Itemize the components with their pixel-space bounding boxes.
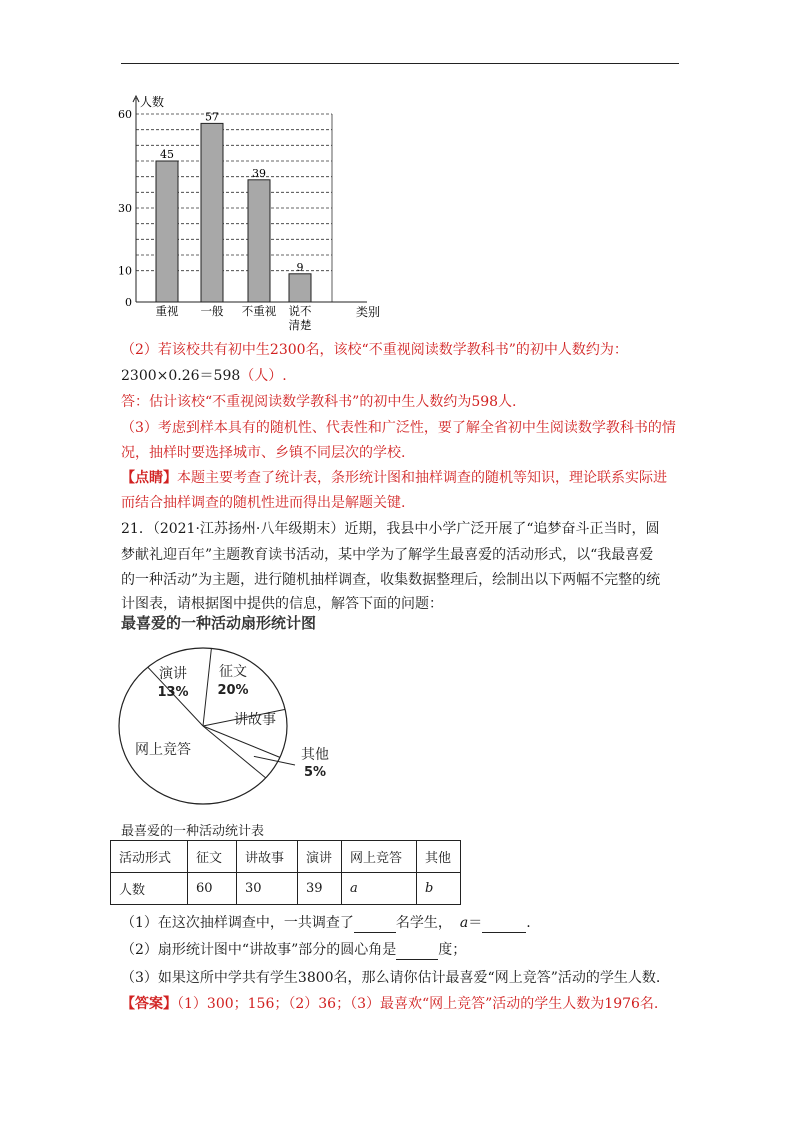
- header-cell: 活动形式: [111, 841, 188, 873]
- y-tick-label: 60: [118, 108, 132, 121]
- bar: [248, 180, 270, 302]
- q2-text-a: （2）扇形统计图中“讲故事”部分的圆心角是: [121, 942, 397, 958]
- y-tick-label: 10: [118, 264, 132, 278]
- q1-blank-2[interactable]: [482, 918, 526, 933]
- pie-slice-percent: 20%: [217, 683, 249, 698]
- pie-slice-label: 网上竞答: [135, 742, 191, 758]
- pie-slice-label: 其他: [301, 747, 329, 763]
- q21-line4: 计图表，请根据图中提供的信息，解答下面的问题：: [121, 596, 443, 612]
- header-cell: 网上竞答: [342, 841, 417, 873]
- cell: a: [342, 873, 417, 905]
- part2-line1: （2）若该校共有初中生2300名，该校“不重视阅读数学教科书”的初中人数约为：: [121, 342, 628, 358]
- activity-table: [110, 840, 461, 905]
- cell: 39: [298, 873, 342, 905]
- q1-text-a: （1）在这次抽样调查中，一共调查了: [121, 915, 354, 931]
- answer-text: （1）300；156；（2）36；（3）最喜欢“网上竞答”活动的学生人数为1976名.: [177, 996, 659, 1012]
- part3-line1: （3）考虑到样本具有的随机性、代表性和广泛性，要了解全省初中生阅读数学教科书的情: [121, 420, 676, 436]
- q2-blank[interactable]: [396, 945, 438, 960]
- formula: 2300×0.26＝598: [121, 368, 241, 384]
- bar-data-label: 39: [252, 166, 266, 180]
- header-cell: 讲故事: [237, 841, 298, 873]
- bar-data-label: 9: [296, 260, 304, 274]
- table-title: 最喜爱的一种活动统计表: [121, 824, 265, 839]
- q1-text-b: 名学生，: [395, 915, 452, 931]
- pie-slice-label: 讲故事: [234, 712, 276, 728]
- answer-tag: 【答案】: [121, 996, 177, 1012]
- q1-blank-1[interactable]: [354, 918, 396, 933]
- bar-chart: [112, 88, 412, 338]
- bar: [201, 123, 223, 302]
- q21-line3: 的一种活动”为主题，进行随机抽样调查，收集数据整理后，绘制出以下两幅不完整的统: [121, 572, 661, 588]
- x-tick-label: 重视: [155, 304, 179, 318]
- x-tick-label: 一般: [200, 304, 224, 318]
- bar: [156, 161, 178, 302]
- comment-line2: 而结合抽样调查的随机性进而得出是解题关键.: [121, 495, 406, 511]
- part2-answer: 答：估计该校“不重视阅读数学教科书”的初中生人数约为598人.: [121, 394, 517, 410]
- header-cell: 其他: [417, 841, 461, 873]
- q1-var: a: [459, 915, 469, 931]
- pie-slice-label: 征文: [219, 664, 247, 680]
- row-label: 人数: [111, 873, 188, 905]
- y-tick-label: 30: [118, 202, 132, 215]
- x-tick-label: 说不: [288, 304, 312, 318]
- x-axis-label: 类别: [356, 305, 381, 319]
- question-3: （3）如果这所中学共有学生3800名，那么请你估计最喜爱“网上竞答”活动的学生人数.: [121, 970, 661, 986]
- question-2: [121, 940, 466, 960]
- bar: [289, 274, 311, 302]
- q1-eq: ＝: [468, 915, 483, 931]
- comment-text1: 本题主要考查了统计表，条形统计图和抽样调查的随机等知识，理论联系实际进: [177, 470, 667, 486]
- x-tick-label: 清楚: [288, 318, 312, 332]
- q1-end: .: [526, 915, 531, 931]
- q21-line2: 梦献礼迎百年”主题教育读书活动，某中学为了解学生最喜爱的活动形式，以“我最喜爱: [121, 547, 654, 563]
- cell: 30: [237, 873, 298, 905]
- part2-formula: [121, 366, 287, 386]
- bar-data-label: 57: [205, 110, 219, 124]
- y-tick-label: 0: [125, 296, 132, 309]
- pie-slice-percent: 5%: [303, 765, 327, 780]
- cell: 60: [188, 873, 237, 905]
- comment-line1: [121, 468, 667, 488]
- part3-line2: 况，抽样时要选择城市、乡镇不同层次的学校.: [121, 445, 406, 461]
- pie-chart: [115, 632, 355, 817]
- comment-tag: 【点睛】: [121, 470, 177, 486]
- formula-unit: （人）.: [240, 368, 287, 384]
- pie-chart-title: 最喜爱的一种活动扇形统计图: [121, 614, 317, 632]
- pie-slice-percent: 13%: [157, 685, 189, 700]
- cell: b: [417, 873, 461, 905]
- answer-line: [121, 994, 658, 1014]
- table-header-row: [111, 841, 461, 873]
- question-1: [121, 913, 531, 933]
- header-cell: 演讲: [298, 841, 342, 873]
- header-cell: 征文: [188, 841, 237, 873]
- y-axis-label: 人数: [140, 95, 165, 109]
- x-tick-label: 不重视: [241, 304, 277, 318]
- pie-slice-label: 演讲: [159, 666, 187, 682]
- header-rule: [121, 63, 679, 64]
- q2-text-b: 度；: [438, 942, 467, 958]
- bar-data-label: 45: [160, 148, 174, 161]
- table-row: [111, 873, 461, 905]
- q21-line1: 21．（2021·江苏扬州·八年级期末）近期，我县中小学广泛开展了“追梦奋斗正当时，圆: [121, 521, 660, 537]
